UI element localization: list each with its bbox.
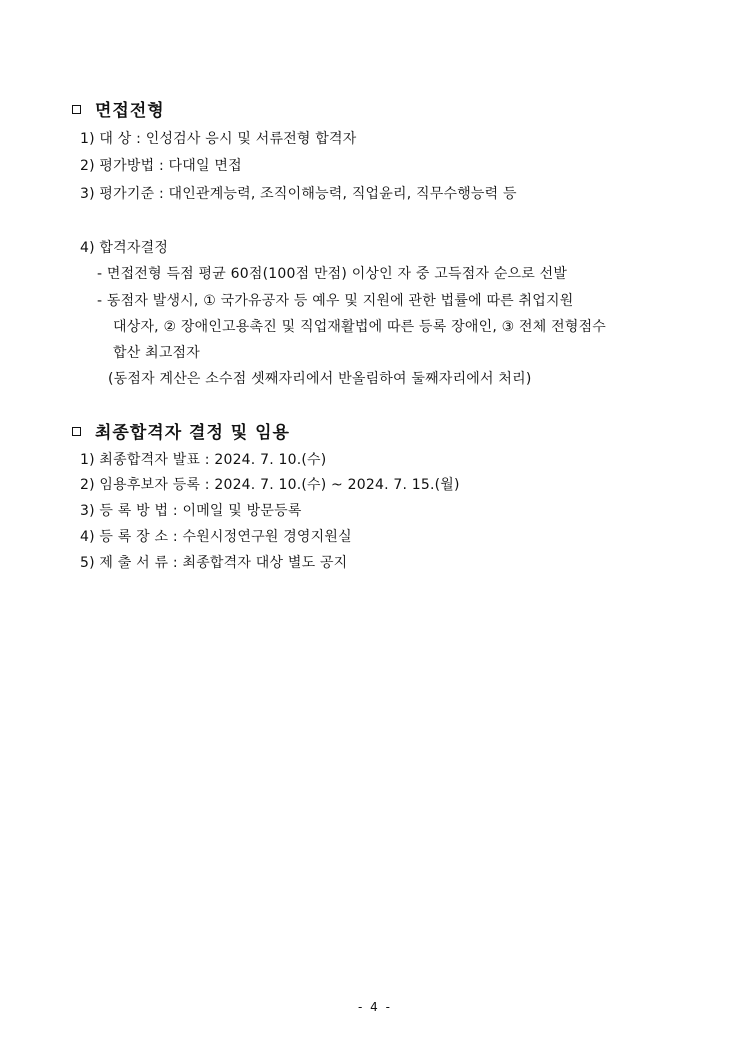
final-item-documents: 5) 제 출 서 류 : 최종합격자 대상 별도 공지 (80, 555, 348, 571)
section-title: 최종합격자 결정 및 임용 (95, 423, 290, 443)
section-title: 면접전형 (95, 101, 165, 121)
section-heading-final (72, 418, 290, 443)
interview-item-criteria: 3) 평가기준 : 대인관계능력, 조직이해능력, 직업윤리, 직무수행능력 등 (80, 186, 517, 202)
final-item-announcement: 1) 최종합격자 발표 : 2024. 7. 10.(수) (80, 452, 327, 468)
decision-bullet-2-line-1: - 동점자 발생시, ① 국가유공자 등 예우 및 지원에 관한 법률에 따른 취업지원 (97, 293, 574, 309)
final-item-registration: 2) 임용후보자 등록 : 2024. 7. 10.(수) ~ 2024. 7. 15.(월) (80, 477, 460, 493)
section-heading-interview (72, 96, 165, 121)
interview-item-method: 2) 평가방법 : 다대일 면접 (80, 158, 242, 174)
checkbox-square-icon (72, 105, 81, 114)
decision-bullet-1: - 면접전형 득점 평균 60점(100점 만점) 이상인 자 중 고득점자 순으로 선발 (97, 266, 568, 282)
page-number: - 4 - (358, 1000, 392, 1014)
final-item-place: 4) 등 록 장 소 : 수원시정연구원 경영지원실 (80, 529, 352, 545)
decision-bullet-2-line-3: 합산 최고점자 (113, 345, 200, 361)
checkbox-square-icon (72, 427, 81, 436)
decision-note: (동점자 계산은 소수점 셋째자리에서 반올림하여 둘째자리에서 처리) (108, 371, 532, 387)
decision-heading: 4) 합격자결정 (80, 240, 169, 256)
interview-item-target: 1) 대 상 : 인성검사 응시 및 서류전형 합격자 (80, 131, 357, 147)
final-item-method: 3) 등 록 방 법 : 이메일 및 방문등록 (80, 503, 302, 519)
decision-bullet-2-line-2: 대상자, ② 장애인고용촉진 및 직업재활법에 따른 등록 장애인, ③ 전체 전형점수 (113, 319, 607, 335)
